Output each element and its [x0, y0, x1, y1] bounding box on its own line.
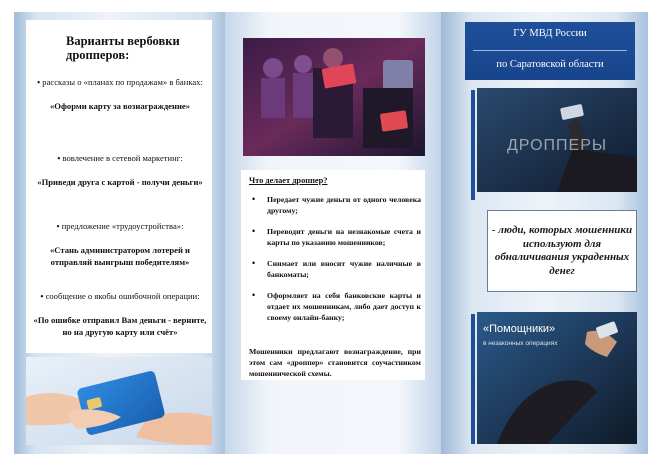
recruitment-card	[26, 20, 212, 353]
header-divider	[473, 50, 627, 51]
list-item: • Переводит деньги на незнакомые счета и карты по указанию мошенников;	[249, 226, 421, 248]
helpers-title: «Помощники»	[483, 323, 556, 335]
list-item: • сообщение о якобы ошибочной операции: «По ошибке отправил Вам деньги - верните, но на другую карту или счёт»	[33, 291, 207, 337]
list-item: • Передает чужие деньги от одного человека другому;	[249, 194, 421, 216]
accent-bar	[471, 90, 475, 200]
list-item: • предложение «трудоустройства»: «Стань администратором лотерей и отправляй выигрыш победителям»	[49, 221, 190, 267]
helpers-image	[477, 312, 637, 444]
image-caption: ДРОППЕРЫ	[506, 137, 608, 154]
duties-heading: Что делает дроппер?	[249, 176, 328, 185]
duties-footer: Мошенники предлагают вознаграждение, при этом сам «дроппер» становится соучастником мошеннической схемы.	[249, 347, 421, 378]
org-header-line1: ГУ МВД России	[513, 28, 587, 39]
card-hands-image	[26, 357, 212, 445]
laptop-card-illustration	[477, 88, 637, 192]
accent-bar	[471, 314, 475, 444]
list-item: • вовлечение в сетевой маркетинг: «Приведи друга с картой - получи деньги»	[37, 153, 203, 187]
recruitment-title: Варианты вербовки дропперов:	[66, 34, 180, 62]
handshake-illustration	[477, 312, 637, 444]
middle-panel	[225, 12, 441, 454]
list-item: • Оформляет на себя банковские карты и отдает их мошенникам, либо дает доступ к своему онлайн-банку;	[249, 290, 421, 323]
left-panel	[14, 12, 225, 454]
helpers-subtitle: в незаконных операциях	[483, 340, 558, 347]
org-header	[465, 22, 635, 80]
hands-card-illustration	[26, 357, 212, 445]
dropper-duties-card	[241, 170, 425, 380]
org-header-line2: по Саратовской области	[496, 59, 604, 70]
brochure	[14, 12, 648, 454]
list-item: • рассказы о «планах по продажам» в банках: «Оформи карту за вознаграждение»	[37, 77, 203, 111]
dropper-scene-image	[243, 38, 425, 156]
definition-box: - люди, которых мошенники используют для обналичивания украденных денег	[487, 210, 637, 292]
dropper-title-image	[477, 88, 637, 192]
list-item: • Снимает или вносит чужие наличные в банкоматы;	[249, 258, 421, 280]
duties-list	[249, 194, 421, 333]
dropper-illustration	[243, 38, 425, 156]
right-panel	[441, 12, 648, 454]
